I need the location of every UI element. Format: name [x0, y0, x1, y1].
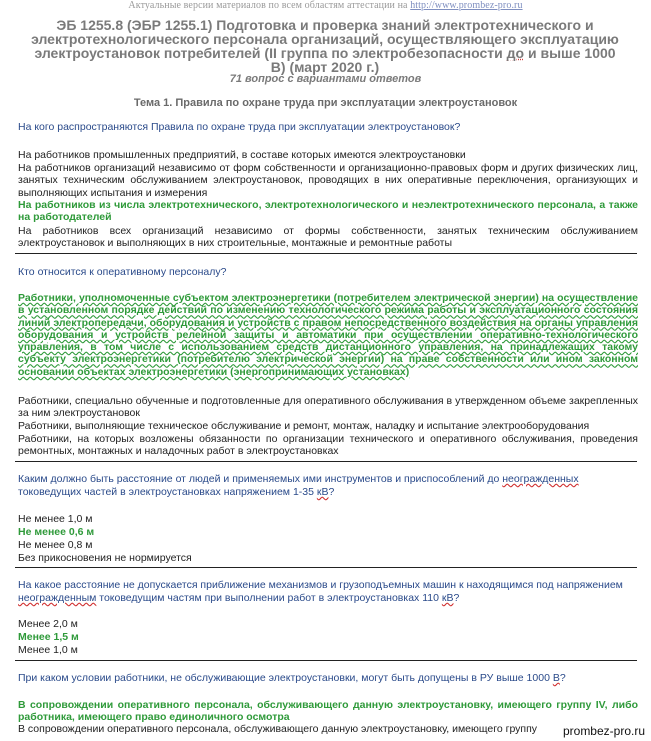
divider: [15, 660, 637, 661]
answer-2-2: Работники, специально обученные и подготовленные для оперативного обслуживания в утвержденном объеме закрепленных за ним электроустановок: [18, 395, 638, 420]
title-main: ЭБ 1255.8 (ЭБР 1255.1) Подготовка и проверка знаний электротехнического и электротехнологического персонала организаций, осуществляющего эксплуатацию электроустановок потребителей (II группа по электробезопасности: [31, 17, 619, 61]
question-4-part-b: токоведущим частям при выполнении работ в электроустановках 110: [96, 592, 442, 604]
question-4-part-c: ?: [453, 592, 460, 604]
question-5-part-a: При каком условии работники, не обслуживающие электроустановки, могут быть допущены в РУ выше 1000: [18, 672, 553, 684]
answer-3-1: Не менее 1,0 м: [18, 513, 93, 525]
answer-1-1: На работников промышленных предприятий, в составе которых имеются электроустановки: [18, 149, 466, 161]
topic-heading: Тема 1. Правила по охране труда при эксплуатации электроустановок: [133, 97, 518, 109]
top-note: [0, 0, 651, 11]
question-5-part-c: ?: [559, 672, 566, 684]
question-4-spell: неогражденным: [18, 592, 97, 604]
question-4-unit: кВ: [441, 592, 454, 604]
divider: [15, 567, 637, 568]
question-3-part-c: ?: [328, 486, 335, 498]
answer-5-1-correct: В сопровождении оперативного персонала, обслуживающего данную электроустановку, имеющего группу IV, либо работника, имеющего право единоличного осмотра: [18, 699, 638, 724]
answer-5-2: В сопровождении оперативного персонала, обслуживающего данную электроустановку, имеющего группу: [18, 723, 538, 735]
question-2: Кто относится к оперативному персоналу?: [18, 266, 227, 278]
answer-1-3-correct: На работников из числа электротехнического, электротехнологического и неэлектротехнического персонала, а также на работодателей: [18, 199, 638, 224]
document-subtitle: 71 вопрос с вариантами ответов: [229, 73, 422, 85]
answer-2-1-correct: Работники, уполномоченные субъектом электроэнергетики (потребителем электрической энергии) на осуществление в установленном порядке действий по изменению технологического режима работы и эксплуатационного состояния линий электропередачи, оборудования и устройств с правом непосредственного воздействия на органы управления оборудования и устройств релейной защиты и автоматики при осуществлении оперативно-технологического управления, в том числе с использованием средств дистанционного управления, на принадлежащих такому субъекту электроэнергетики (потребителю электрической энергии) на праве собственности или ином законном основании объектах электроэнергетики (энергопринимающих установках): [18, 292, 638, 378]
answer-4-1: Менее 2,0 м: [18, 618, 78, 630]
question-3-part-a: Каким должно быть расстояние от людей и применяемых ими инструментов и приспособлений до: [18, 473, 503, 485]
answer-3-3: Не менее 0,8 м: [18, 539, 93, 551]
answer-4-2-correct: Менее 1,5 м: [18, 631, 79, 643]
question-1: На кого распространяются Правила по охране труда при эксплуатации электроустановок?: [18, 121, 461, 133]
question-3: [18, 473, 633, 499]
divider: [15, 461, 637, 462]
divider: [15, 253, 637, 254]
title-do: до: [506, 45, 525, 61]
top-note-prefix: Актуальные версии материалов по всем областям аттестации на: [128, 0, 411, 11]
question-4-part-a: На какое расстояние не допускается приближение механизмов и грузоподъемных машин к находящимся под напряжением: [18, 579, 623, 591]
question-4: [18, 579, 633, 605]
answer-2-4: Работники, на которых возложены обязанности по организации технического и оперативного обслуживания, проведения ремонтных, монтажных и наладочных работ в электроустановках: [18, 433, 638, 458]
answer-3-4: Без прикосновения не нормируется: [18, 552, 192, 564]
question-5-unit: В: [552, 672, 560, 684]
watermark: prombez-pro.ru: [562, 724, 645, 738]
answer-1-4: На работников всех организаций независимо от формы собственности, занятых техническим обслуживанием электроустановок и выполняющих в них строительные, монтажные и ремонтные работы: [18, 225, 638, 250]
question-3-unit: кВ: [316, 486, 329, 498]
answer-2-3: Работники, выполняющие техническое обслуживание и ремонт, монтаж, наладку и испытание электрооборудования: [18, 420, 590, 432]
answer-3-2-correct: Не менее 0,6 м: [18, 526, 95, 538]
answer-1-2: На работников организаций независимо от форм собственности и организационно-правовых форм и других физических лиц, занятых техническим обслуживанием электроустановок, проводящих в них оперативные переключения, организующих и выполняющих испытания и измерения: [18, 162, 638, 199]
document-title: [30, 18, 620, 74]
answer-4-3: Менее 1,0 м: [18, 644, 78, 656]
question-5: [18, 672, 633, 685]
top-note-link[interactable]: http://www.prombez-pro.ru: [410, 0, 523, 11]
question-3-spell: неогражденных: [502, 473, 579, 485]
question-3-part-b: токоведущих частей в электроустановках напряжением 1-35: [18, 486, 317, 498]
title-tail: и выше 1000 В) (март 2020 г.): [270, 45, 616, 75]
